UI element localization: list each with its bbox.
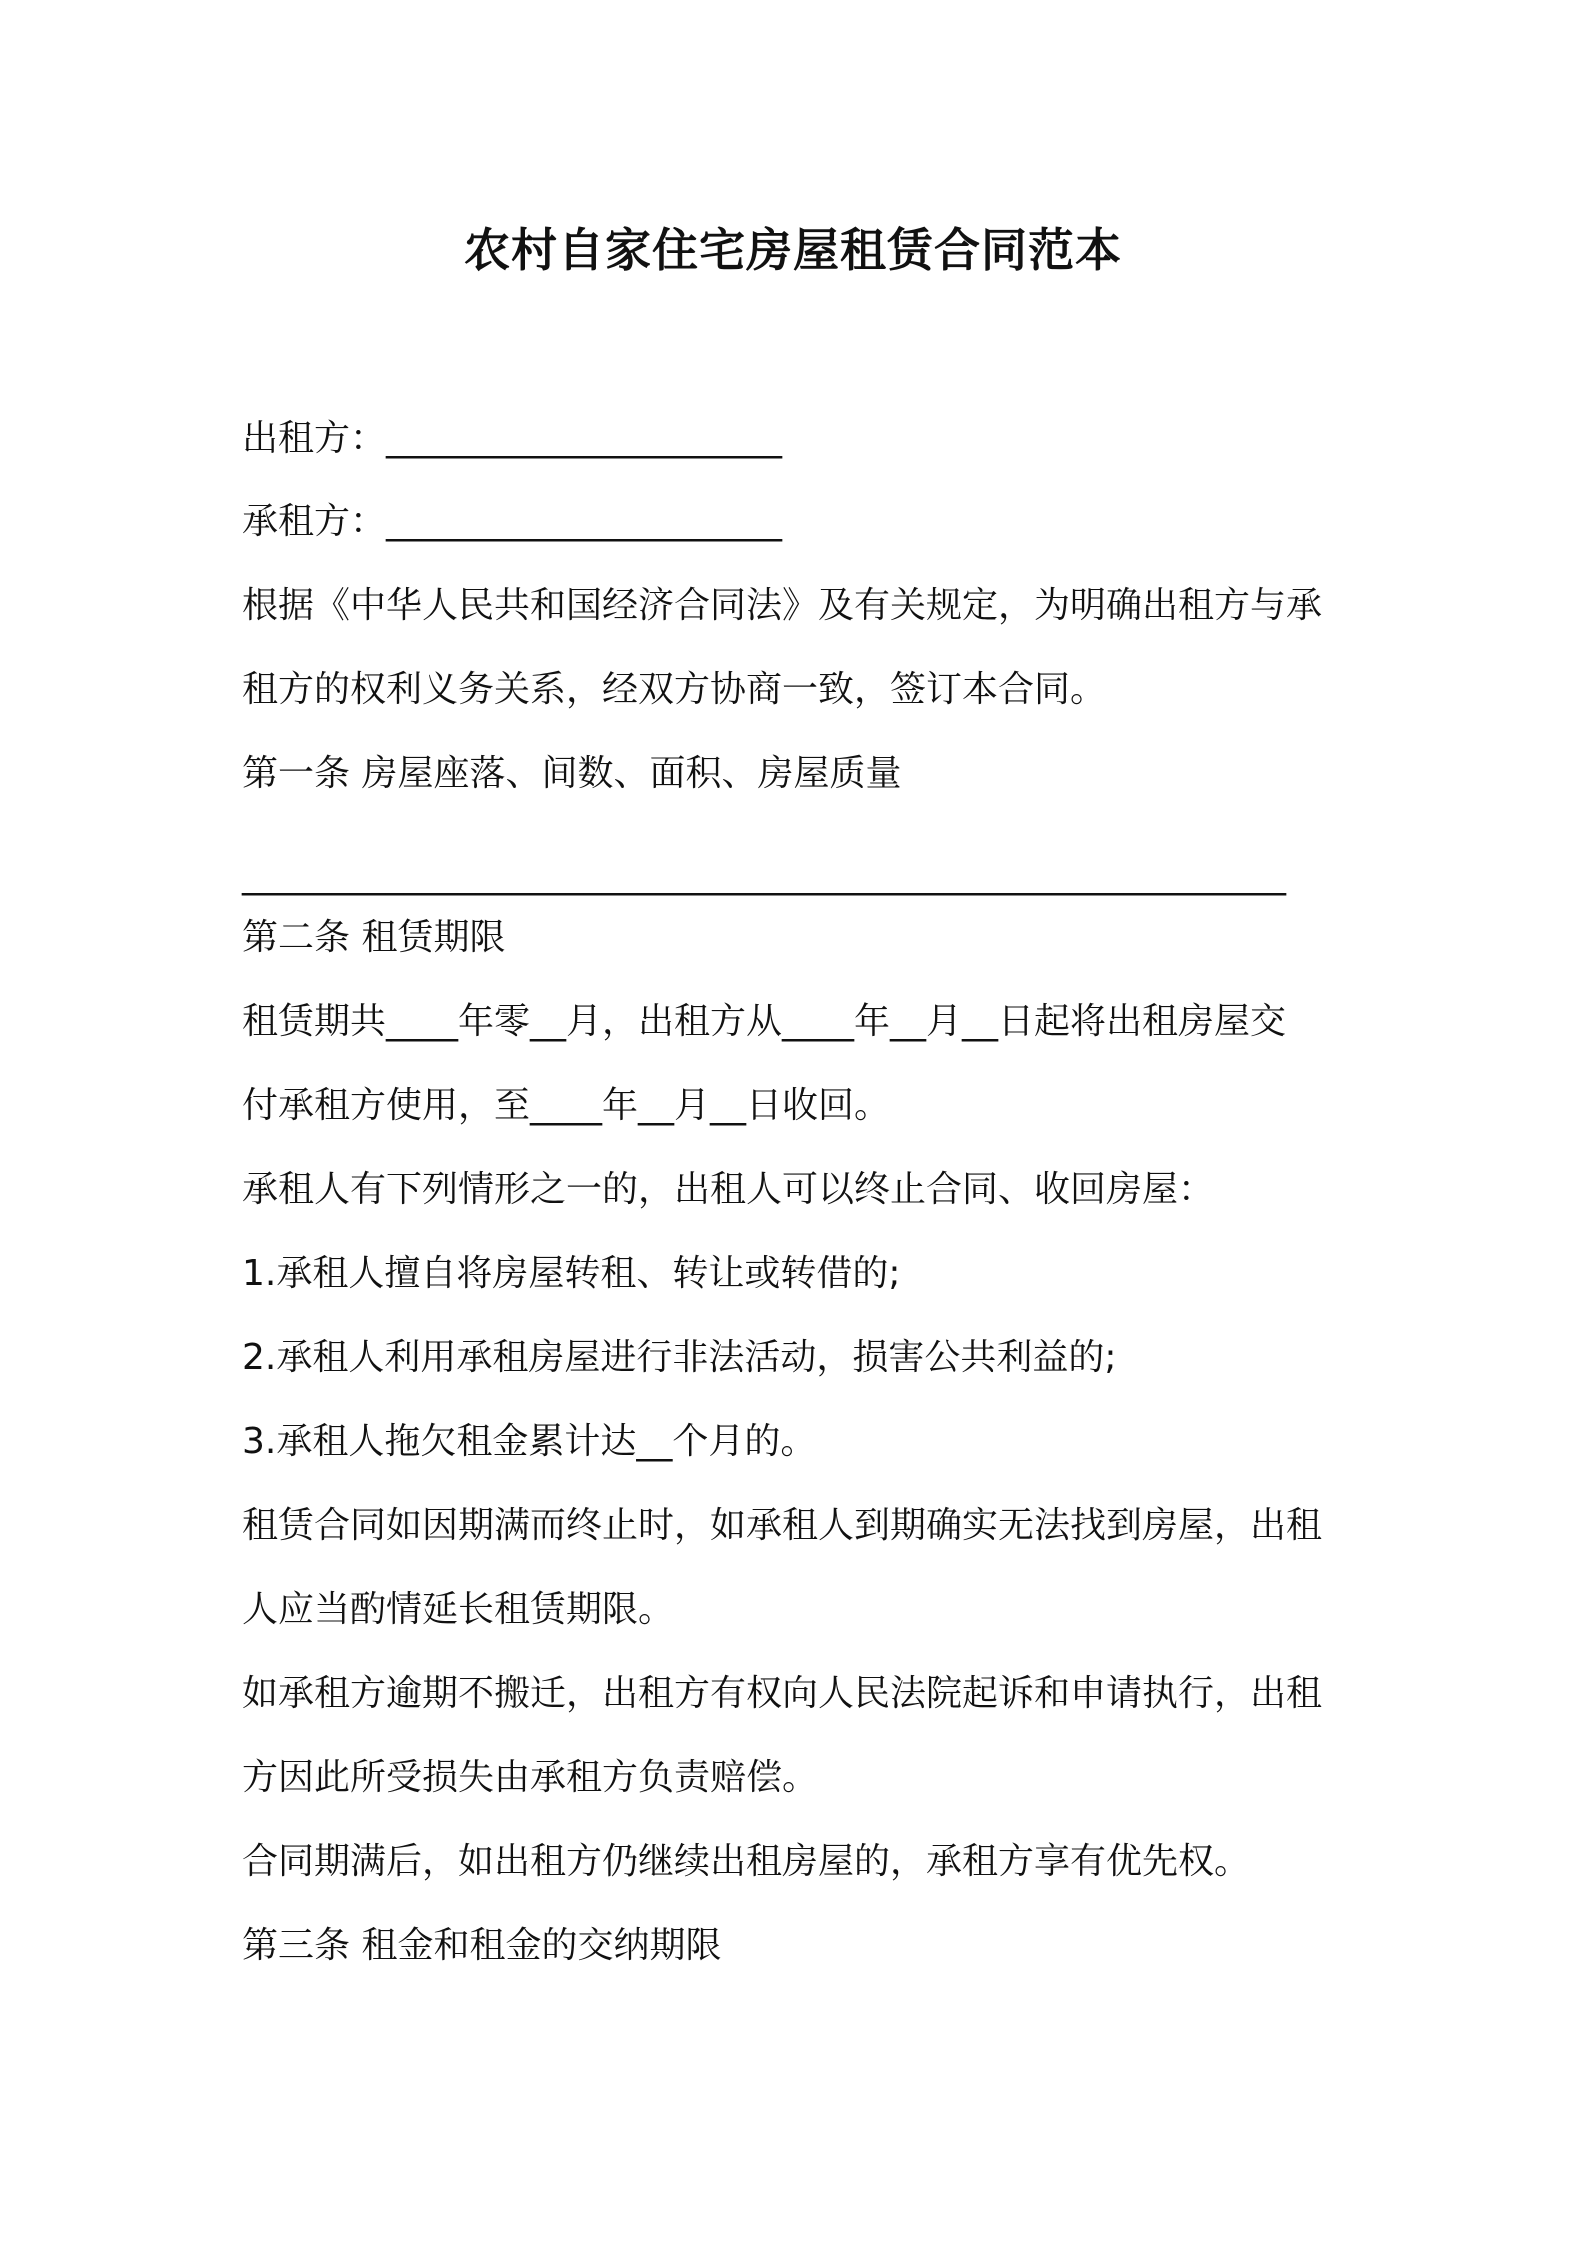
termination-item-1: 1.承租人擅自将房屋转租、转让或转借的;: [242, 1253, 901, 1294]
lease-term-line-1: 租赁期共____年零__月，出租方从____年__月__日起将出租房屋交: [242, 1001, 1287, 1042]
termination-item-2: 2.承租人利用承租房屋进行非法活动，损害公共利益的;: [242, 1337, 1117, 1378]
article-3-heading: 第三条 租金和租金的交纳期限: [242, 1925, 722, 1966]
document-title: 农村自家住宅房屋租赁合同范本: [464, 223, 1122, 277]
lease-term-line-2: 付承租方使用，至____年__月__日收回。: [242, 1085, 891, 1126]
termination-intro: 承租人有下列情形之一的，出租人可以终止合同、收回房屋：: [242, 1169, 1215, 1210]
preamble-line-1: 根据《中华人民共和国经济合同法》及有关规定，为明确出租方与承: [242, 585, 1323, 626]
overdue-clause-line-2: 方因此所受损失由承租方负责赔偿。: [242, 1757, 819, 1798]
preamble-line-2: 租方的权利义务关系，经双方协商一致，签订本合同。: [242, 669, 1107, 710]
article-2-heading: 第二条 租赁期限: [242, 917, 506, 958]
overdue-clause-line-1: 如承租方逾期不搬迁，出租方有权向人民法院起诉和申请执行，出租: [242, 1673, 1323, 1714]
lessor-field-line: 出租方：______________________: [242, 418, 783, 459]
priority-clause: 合同期满后，如出租方仍继续出租房屋的，承租方享有优先权。: [242, 1841, 1251, 1882]
lessee-field-line: 承租方：______________________: [242, 501, 783, 542]
expiry-clause-line-1: 租赁合同如因期满而终止时，如承租人到期确实无法找到房屋，出租: [242, 1505, 1323, 1546]
expiry-clause-line-2: 人应当酌情延长租赁期限。: [242, 1589, 675, 1630]
article-1-heading: 第一条 房屋座落、间数、面积、房屋质量: [242, 753, 902, 794]
termination-item-3: 3.承租人拖欠租金累计达__个月的。: [242, 1421, 817, 1462]
article-1-blank-line: __________________________________________________________: [242, 855, 1286, 896]
